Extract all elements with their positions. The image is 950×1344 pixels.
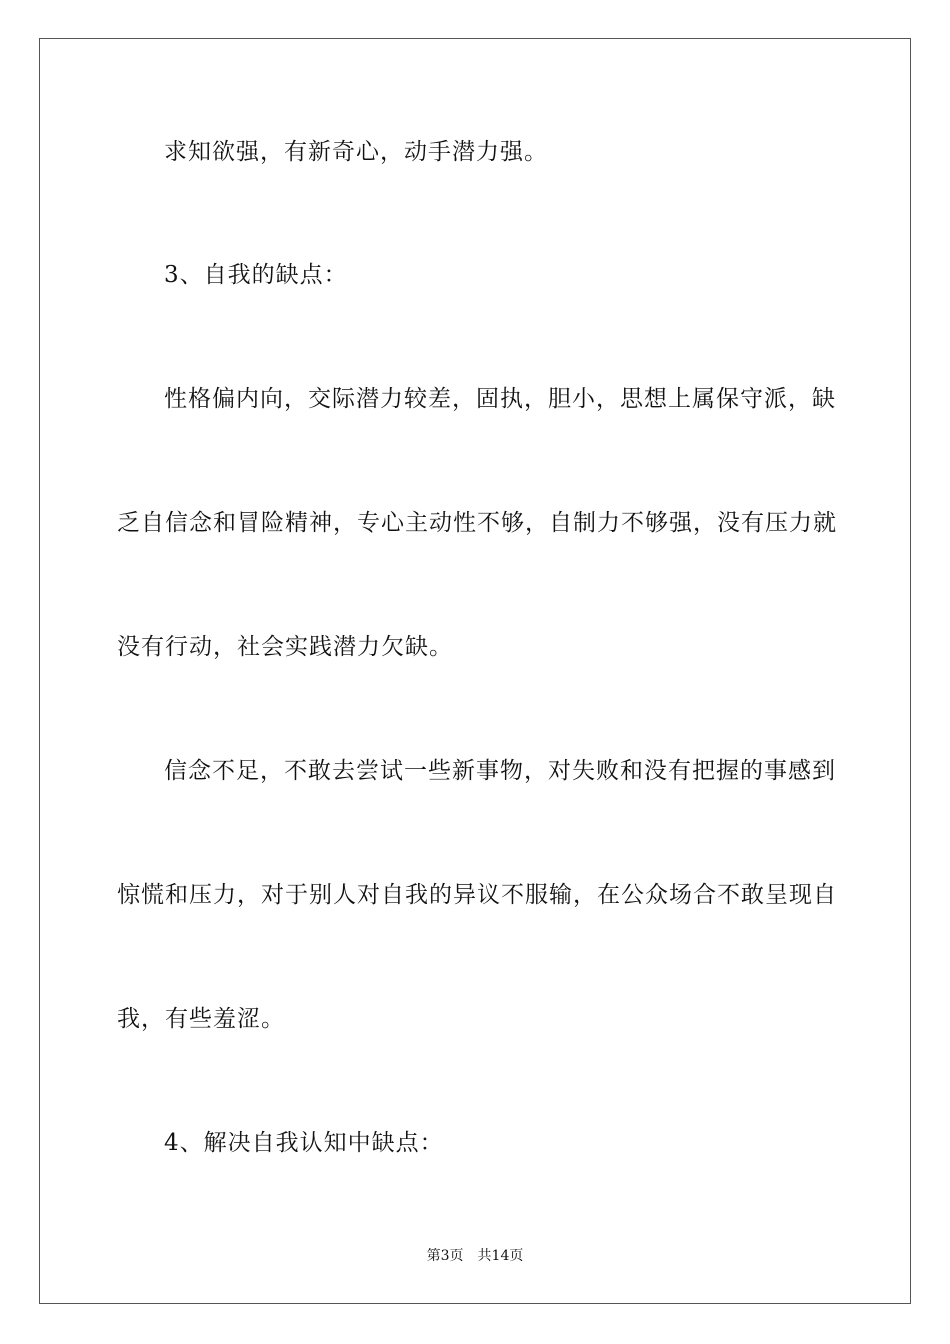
paragraph-line-1: 求知欲强，有新奇心，动手潜力强。 [164, 139, 548, 165]
paragraph-line-6: 信念不足，不敢去尝试一些新事物，对失败和没有把握的事感到 [164, 758, 836, 784]
section-heading-3: 3、自我的缺点： [164, 262, 348, 288]
paragraph-line-7: 惊慌和压力，对于别人对自我的异议不服输，在公众场合不敢呈现自 [117, 882, 837, 908]
page-footer [0, 1246, 950, 1266]
paragraph-line-8: 我，有些羞涩。 [117, 1006, 285, 1032]
paragraph-line-4: 乏自信念和冒险精神，专心主动性不够，自制力不够强，没有压力就 [117, 510, 837, 536]
page-total: 共14页 [477, 1248, 524, 1264]
page-frame [39, 38, 911, 1304]
paragraph-line-5: 没有行动，社会实践潜力欠缺。 [117, 634, 453, 660]
section-heading-4: 4、解决自我认知中缺点： [164, 1130, 444, 1156]
paragraph-line-3: 性格偏内向，交际潜力较差，固执，胆小，思想上属保守派，缺 [164, 386, 836, 412]
page-number: 第3页 [426, 1248, 464, 1264]
